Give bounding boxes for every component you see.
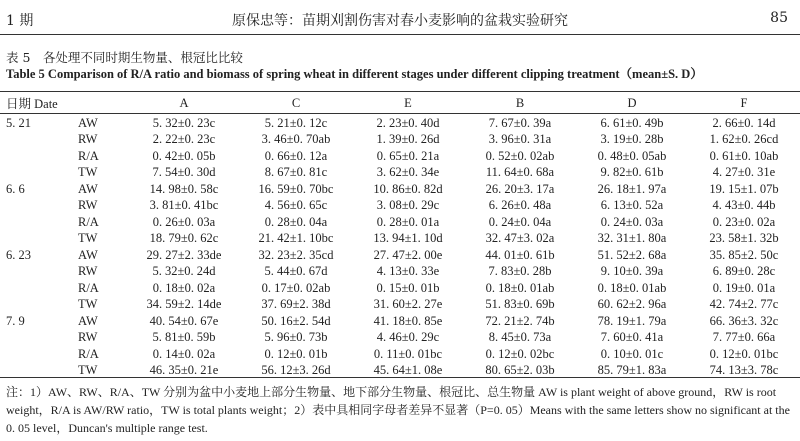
- value-cell: 2. 23±0. 40d: [376, 115, 440, 130]
- value-cell: 8. 67±0. 81c: [264, 165, 328, 180]
- date-cell: [0, 231, 72, 248]
- table-row: [0, 132, 800, 149]
- value-cell: 0. 61±0. 10ab: [709, 148, 779, 163]
- value-cell: 1. 39±0. 26d: [376, 132, 440, 147]
- value-cell: 3. 19±0. 28b: [600, 132, 664, 147]
- value-cell: 0. 52±0. 02ab: [485, 148, 555, 163]
- value-cell: 80. 65±2. 03b: [485, 363, 555, 378]
- value-cell: 40. 54±0. 67e: [149, 313, 219, 328]
- table-row: [0, 181, 800, 198]
- value-cell: 6. 61±0. 49b: [600, 115, 664, 130]
- value-cell: 0. 42±0. 05b: [152, 148, 216, 163]
- value-cell: 32. 23±2. 35cd: [258, 247, 334, 262]
- column-header: A: [179, 95, 189, 110]
- value-cell: 0. 23±0. 02a: [712, 214, 776, 229]
- date-cell: [0, 214, 72, 231]
- index-cell: RW: [78, 132, 98, 147]
- value-cell: 45. 64±1. 08e: [373, 363, 443, 378]
- value-cell: 2. 22±0. 23c: [152, 132, 216, 147]
- table-caption-english: Table 5 Comparison of R/A ratio and biomass of spring wheat in different stages under different clipping treatment（mean±S. D）: [6, 67, 703, 81]
- running-title: 原保忠等：苗期刈割伤害对春小麦影响的盆栽实验研究: [232, 13, 568, 29]
- value-cell: 0. 28±0. 01a: [376, 214, 440, 229]
- page-header: [0, 0, 800, 34]
- issue-number: 1 期: [6, 13, 34, 29]
- value-cell: 4. 56±0. 65c: [264, 198, 328, 213]
- page-number: 85: [770, 10, 788, 26]
- value-cell: 16. 59±0. 70bc: [258, 181, 334, 196]
- value-cell: 6. 89±0. 28c: [712, 264, 776, 279]
- table-row: [0, 330, 800, 347]
- index-cell: AW: [78, 313, 98, 328]
- value-cell: 4. 46±0. 29c: [376, 330, 440, 345]
- table-row: [0, 231, 800, 248]
- index-cell: RW: [78, 264, 98, 279]
- table-top-rule: [0, 91, 800, 92]
- date-cell: [0, 297, 72, 314]
- value-cell: 26. 20±3. 17a: [485, 181, 555, 196]
- column-header: E: [404, 95, 412, 110]
- value-cell: 0. 15±0. 01b: [376, 280, 440, 295]
- value-cell: 7. 67±0. 39a: [488, 115, 552, 130]
- value-cell: 0. 18±0. 01ab: [485, 280, 555, 295]
- column-header: 日期 Date: [6, 97, 58, 111]
- value-cell: 72. 21±2. 74b: [485, 313, 555, 328]
- table-body: [0, 112, 800, 379]
- column-header: C: [291, 95, 301, 110]
- value-cell: 3. 46±0. 70ab: [261, 132, 331, 147]
- date-cell: [0, 330, 72, 347]
- value-cell: 5. 32±0. 23c: [152, 115, 216, 130]
- value-cell: 0. 18±0. 01ab: [597, 280, 667, 295]
- index-cell: TW: [78, 297, 98, 312]
- value-cell: 0. 66±0. 12a: [264, 148, 328, 163]
- table-row: [0, 297, 800, 314]
- date-cell: [0, 198, 72, 215]
- value-cell: 7. 60±0. 41a: [600, 330, 664, 345]
- value-cell: 0. 28±0. 04a: [264, 214, 328, 229]
- value-cell: 10. 86±0. 82d: [373, 181, 443, 196]
- value-cell: 4. 43±0. 44b: [712, 198, 776, 213]
- date-cell: 5. 21: [6, 115, 31, 130]
- value-cell: 2. 66±0. 14d: [712, 115, 776, 130]
- value-cell: 0. 65±0. 21a: [376, 148, 440, 163]
- value-cell: 0. 19±0. 01a: [712, 280, 776, 295]
- date-cell: [0, 264, 72, 281]
- value-cell: 1. 62±0. 26cd: [709, 132, 779, 147]
- column-header: B: [515, 95, 525, 110]
- value-cell: 7. 83±0. 28b: [488, 264, 552, 279]
- value-cell: 0. 10±0. 01c: [600, 346, 664, 361]
- table-row: [0, 280, 800, 297]
- index-cell: R/A: [78, 346, 99, 361]
- value-cell: 13. 94±1. 10d: [373, 231, 443, 246]
- value-cell: 6. 13±0. 52a: [600, 198, 664, 213]
- table-row: [0, 198, 800, 215]
- value-cell: 5. 21±0. 12c: [264, 115, 328, 130]
- value-cell: 5. 32±0. 24d: [152, 264, 216, 279]
- table-row: [0, 148, 800, 165]
- value-cell: 0. 48±0. 05ab: [597, 148, 667, 163]
- value-cell: 5. 44±0. 67d: [264, 264, 328, 279]
- value-cell: 51. 52±2. 68a: [597, 247, 667, 262]
- value-cell: 0. 24±0. 04a: [488, 214, 552, 229]
- value-cell: 3. 81±0. 41bc: [149, 198, 219, 213]
- value-cell: 51. 83±0. 69b: [485, 297, 555, 312]
- column-header: D: [627, 95, 637, 110]
- value-cell: 44. 01±0. 61b: [485, 247, 555, 262]
- value-cell: 5. 96±0. 73b: [264, 330, 328, 345]
- date-cell: [0, 346, 72, 363]
- value-cell: 32. 31±1. 80a: [597, 231, 667, 246]
- index-cell: R/A: [78, 280, 99, 295]
- value-cell: 14. 98±0. 58c: [149, 181, 219, 196]
- index-cell: TW: [78, 231, 98, 246]
- value-cell: 6. 26±0. 48a: [488, 198, 552, 213]
- value-cell: 4. 27±0. 31e: [712, 165, 776, 180]
- table-row: [0, 214, 800, 231]
- value-cell: 56. 12±3. 26d: [261, 363, 331, 378]
- table-header-row: [0, 94, 800, 112]
- value-cell: 0. 26±0. 03a: [152, 214, 216, 229]
- value-cell: 0. 17±0. 02ab: [261, 280, 331, 295]
- column-header: [72, 94, 128, 112]
- value-cell: 18. 79±0. 62c: [149, 231, 219, 246]
- value-cell: 11. 64±0. 68a: [485, 165, 555, 180]
- value-cell: 0. 12±0. 01bc: [709, 346, 779, 361]
- index-cell: RW: [78, 330, 98, 345]
- value-cell: 27. 47±2. 00e: [373, 247, 443, 262]
- date-cell: [0, 148, 72, 165]
- index-cell: TW: [78, 363, 98, 378]
- value-cell: 66. 36±3. 32c: [709, 313, 779, 328]
- date-cell: 7. 9: [6, 313, 25, 328]
- header-rule: [0, 34, 800, 35]
- value-cell: 0. 11±0. 01bc: [373, 346, 443, 361]
- value-cell: 0. 12±0. 01b: [264, 346, 328, 361]
- table-row: [0, 313, 800, 330]
- value-cell: 23. 58±1. 32b: [709, 231, 779, 246]
- value-cell: 5. 81±0. 59b: [152, 330, 216, 345]
- value-cell: 78. 19±1. 79a: [597, 313, 667, 328]
- table-row: [0, 363, 800, 380]
- value-cell: 60. 62±2. 96a: [597, 297, 667, 312]
- index-cell: TW: [78, 165, 98, 180]
- index-cell: R/A: [78, 148, 99, 163]
- value-cell: 34. 59±2. 14de: [146, 297, 222, 312]
- value-cell: 29. 27±2. 33de: [146, 247, 222, 262]
- table-row: [0, 247, 800, 264]
- value-cell: 32. 47±3. 02a: [485, 231, 555, 246]
- value-cell: 0. 24±0. 03a: [600, 214, 664, 229]
- value-cell: 42. 74±2. 77c: [709, 297, 779, 312]
- value-cell: 0. 18±0. 02a: [152, 280, 216, 295]
- table-row: [0, 112, 800, 132]
- table-row: [0, 346, 800, 363]
- date-cell: [0, 132, 72, 149]
- value-cell: 31. 60±2. 27e: [373, 297, 443, 312]
- date-cell: 6. 23: [6, 247, 31, 262]
- value-cell: 26. 18±1. 97a: [597, 181, 667, 196]
- value-cell: 0. 12±0. 02bc: [485, 346, 555, 361]
- table-row: [0, 165, 800, 182]
- value-cell: 0. 14±0. 02a: [152, 346, 216, 361]
- value-cell: 3. 08±0. 29c: [376, 198, 440, 213]
- table-caption-chinese: 表 5 各处理不同时期生物量、根冠比比较: [6, 50, 243, 65]
- value-cell: 41. 18±0. 85e: [373, 313, 443, 328]
- value-cell: 19. 15±1. 07b: [709, 181, 779, 196]
- index-cell: AW: [78, 115, 98, 130]
- value-cell: 4. 13±0. 33e: [376, 264, 440, 279]
- biomass-table: [0, 94, 800, 379]
- value-cell: 35. 85±2. 50c: [709, 247, 779, 262]
- date-cell: [0, 280, 72, 297]
- value-cell: 7. 54±0. 30d: [152, 165, 216, 180]
- column-header: F: [740, 95, 748, 110]
- index-cell: AW: [78, 181, 98, 196]
- index-cell: RW: [78, 198, 98, 213]
- value-cell: 7. 77±0. 66a: [712, 330, 776, 345]
- value-cell: 74. 13±3. 78c: [709, 363, 779, 378]
- date-cell: 6. 6: [6, 181, 25, 196]
- value-cell: 3. 96±0. 31a: [488, 132, 552, 147]
- value-cell: 85. 79±1. 83a: [597, 363, 667, 378]
- value-cell: 3. 62±0. 34e: [376, 165, 440, 180]
- value-cell: 21. 42±1. 10bc: [258, 231, 334, 246]
- value-cell: 9. 10±0. 39a: [600, 264, 664, 279]
- value-cell: 9. 82±0. 61b: [600, 165, 664, 180]
- table-footnote: 注：1）AW、RW、R/A、TW 分别为盆中小麦地上部分生物量、地下部分生物量、根冠比、总生物量 AW is plant weight of above ground，RW is root weight，R/A is AW/RW ratio，TW is total plants weight；2）表中具相同字母者差异不显著（P=0. 05）Means with the same letters show no significant at the 0. 05 level，Duncan's multiple range test.: [6, 385, 790, 435]
- value-cell: 8. 45±0. 73a: [488, 330, 552, 345]
- value-cell: 37. 69±2. 38d: [261, 297, 331, 312]
- date-cell: [0, 165, 72, 182]
- index-cell: AW: [78, 247, 98, 262]
- value-cell: 50. 16±2. 54d: [261, 313, 331, 328]
- date-cell: [0, 363, 72, 380]
- index-cell: R/A: [78, 214, 99, 229]
- table-row: [0, 264, 800, 281]
- value-cell: 46. 35±0. 21e: [149, 363, 219, 378]
